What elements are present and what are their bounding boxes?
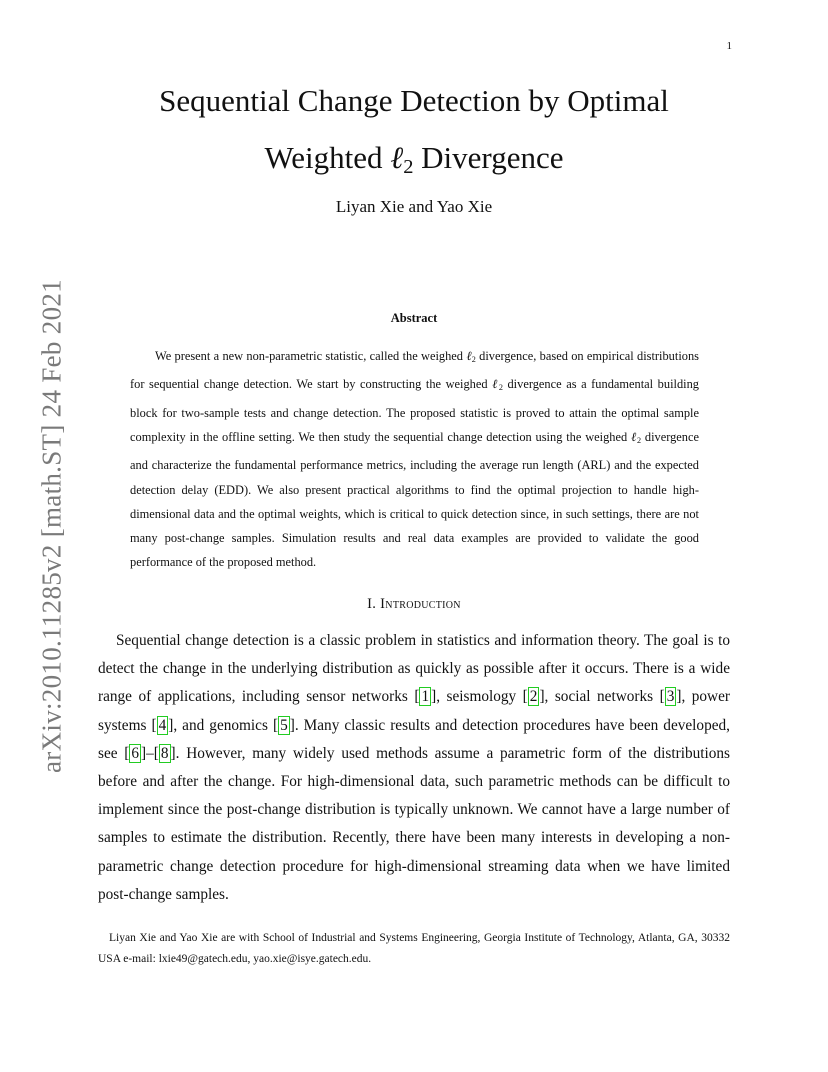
title-divergence-text: Divergence (413, 140, 564, 175)
intro-text: Sequential change detection is a classic problem in statistics and information theory. The goal is to detect the change in the underlying distribution as quickly as possible after it occurs. There is a wide range of applications, including sensor networks [ (98, 632, 730, 706)
author-affiliation-footnote: Liyan Xie and Yao Xie are with School of Industrial and Systems Engineering, Georgia Institute of Technology, Atlanta, GA, 30332 USA e-mail: lxie49@gatech.edu, yao.xie@isye.gatech.edu. (98, 932, 730, 965)
abstract-subscript: 2 (498, 383, 503, 393)
section-heading-introduction (0, 596, 828, 613)
title-weighted-text: Weighted (264, 140, 391, 175)
abstract-ell-symbol: ℓ (631, 429, 637, 444)
intro-text: ], seismology [ (431, 688, 528, 706)
title-subscript: 2 (403, 156, 414, 179)
citation-link[interactable]: 1 (421, 688, 430, 706)
section-title-rest: ntroduction (385, 596, 461, 612)
abstract-subscript: 2 (636, 435, 642, 445)
abstract-heading: Abstract (390, 311, 438, 325)
intro-text: ], and genomics [ (168, 716, 279, 734)
abstract-ell-symbol: ℓ (492, 377, 499, 392)
intro-text: ]. Many classic results and detection procedures have been developed, see [ (98, 716, 730, 762)
section-number: I. (367, 596, 377, 612)
citation-link[interactable]: 4 (158, 716, 167, 734)
intro-text: ], power systems [ (98, 688, 730, 734)
introduction-paragraph (98, 627, 730, 909)
abstract-text (130, 344, 699, 575)
paper-title (0, 72, 828, 196)
intro-text: ], social networks [ (539, 688, 665, 706)
abstract-part-2: divergence, based on empirical distributions for sequential change detection. We start by constructing the weighed (130, 349, 699, 392)
citation-link[interactable]: 8 (160, 744, 169, 762)
title-line-2 (0, 129, 828, 196)
page-number: 1 (726, 40, 732, 52)
citation-link[interactable]: 5 (280, 716, 288, 734)
intro-text: ]. However, many widely used methods assume a parametric form of the distributions before and after the change. For high-dimensional data, such parametric methods can be difficult to implement since the post-change distribution is typically unknown. We cannot have a large number of samples to estimate the distribution. Recently, there have been many interests in developing a non-parametric change detection procedure for high-dimensional streaming data when we have limited post-change samples. (98, 744, 730, 903)
authors: Liyan Xie and Yao Xie (335, 197, 493, 216)
citation-link[interactable]: 6 (131, 744, 140, 762)
citation-link[interactable]: 2 (529, 688, 538, 706)
abstract-part-3: divergence as a fundamental building block for two-sample tests and change detection. The proposed statistic is proved to attain the optimal sample complexity in the offline setting. We then study the sequential change detection using the weighed (130, 377, 699, 444)
abstract-part-1: We present a new non-parametric statistic, called the weighed (155, 349, 467, 363)
abstract-ell-symbol: ℓ (466, 349, 472, 363)
section-initial: I (380, 596, 386, 612)
arxiv-identifier[interactable]: arXiv:2010.11285v2 [math.ST] 24 Feb 2021 (36, 279, 67, 773)
abstract-subscript: 2 (471, 355, 476, 365)
abstract-part-4: divergence and characterize the fundamental performance metrics, including the average run length (ARL) and the expected detection delay (EDD). We also present practical algorithms to find the optimal projection to handle high-dimensional data and the optimal weights, which is critical to quick detection since, in such settings, there are not many post-change samples. Simulation results and real data examples are provided to validate the good performance of the proposed method. (130, 429, 699, 570)
intro-text: ]–[ (141, 744, 159, 762)
title-ell-symbol: ℓ (390, 140, 404, 175)
title-line-1: Sequential Change Detection by Optimal (159, 83, 669, 118)
citation-link[interactable]: 3 (666, 688, 675, 706)
